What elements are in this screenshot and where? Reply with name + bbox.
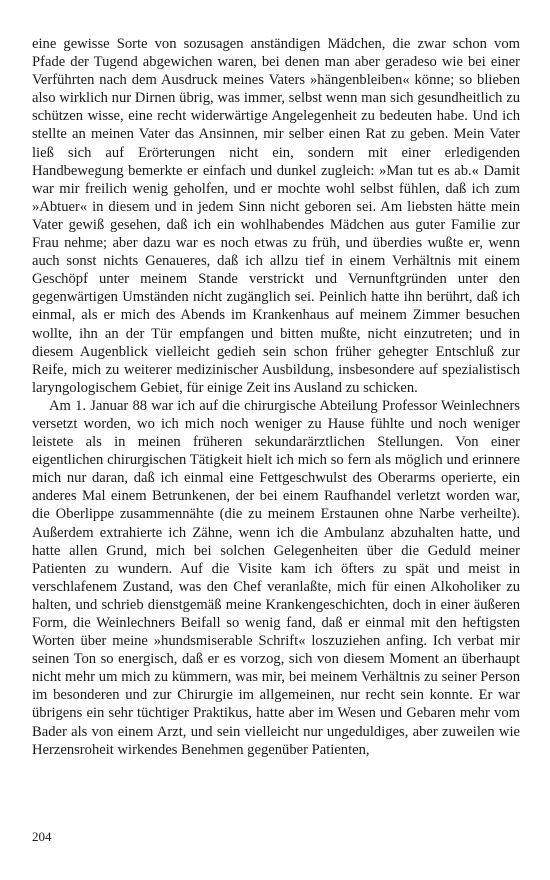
paragraph-2: Am 1. Januar 88 war ich auf die chirurgische Abteilung Professor Weinlechners versetzt worden, wo ich mich noch weniger zu Hause fühlte und noch weniger leistete als in meinen früheren sekundarärztlichen Stellungen. Von einer eigentlichen chirurgischen Tätigkeit hielt ich mich so fern als möglich und erinnere mich nur daran, daß ich einmal eine Fettgeschwulst des Oberarms operierte, ein anderes Mal einem Betrunkenen, der bei einem Raufhandel verletzt worden war, die Oberlippe zusammennähte (die zu meinem Erstaunen ohne Narbe verheilte). Außerdem extrahierte ich Zähne, wenn ich die Ambulanz abzuhalten hatte, und hatte allen Grund, mich bei solchen Gelegenheiten über die Geduld meiner Patienten zu wundern. Auf die Visite kam ich öfters zu spät und meist in verschlafenem Zustand, was den Chef veranlaßte, mich für einen Alkoholiker zu halten, und schrieb dienstgemäß meine Krankengeschichten, doch in einer äußeren Form, die Weinlechners Beifall so wenig fand, daß er einmal mit den heftigsten Worten über meine »hundsmiserable Schrift« loszuziehen anfing. Ich verbat mir seinen Ton so energisch, daß er es vorzog, sich von diesem Moment an überhaupt nicht mehr um mich zu kümmern, was mir, bei meinem Verhältnis zu seiner Person im besonderen und zur Chirurgie im allgemeinen, nur recht sein konnte. Er war übrigens ein sehr tüchtiger Praktikus, hatte aber im Wesen und Gebaren mehr vom Bader als von einem Arzt, und sein vielleicht nur ungeduldiges, aber zuweilen wie Herzensroheit wirkendes Benehmen gegenüber Patienten, xyxy=(32,397,520,758)
page-number: 204 xyxy=(32,829,52,844)
paragraph-1: eine gewisse Sorte von sozusagen anständigen Mädchen, die zwar schon vom Pfade der Tugend abgewichen waren, bei denen man aber geradeso wie bei einer Verführten nach dem Ausdruck meines Vaters »hängenbleiben« könne; so blieben also wirklich nur Dirnen übrig, was immer, selbst wenn man sich gesundheitlich zu schützen wisse, eine recht widerwärtige Angelegenheit zu bedeuten habe. Und ich stellte an meinen Vater das Ansinnen, mir selber einen Rat zu geben. Mein Vater ließ sich auf Erörterungen nicht ein, sondern mit einer erledigenden Handbewegung bemerkte er einfach und dunkel zugleich: »Man tut es ab.« Damit war mir freilich wenig geholfen, und er mochte wohl selbst fühlen, daß ich zum »Abtuer« in diesem und in jedem Sinn nicht geboren sei. Am liebsten hätte mein Vater gewiß gesehen, daß ich ein wohlhabendes Mädchen aus guter Familie zur Frau nehme; aber dazu war es noch etwas zu früh, und überdies wußte er, wenn auch sonst nichts Genaueres, daß ich allzu tief in einem Verhältnis mit einem Geschöpf unter meinem Stande verstrickt und Vernunftgründen unter den gegenwärtigen Umständen nicht zugänglich sei. Peinlich hatte ihn berührt, daß ich einmal, als er mich des Abends im Krankenhaus auf meinem Zimmer besuchen wollte, ihn an der Tür empfangen und bitten mußte, nicht einzutreten; und in diesem Augenblick vielleicht gedieh sein schon früher gehegter Entschluß zur Reife, mich zu weiterer medizinischer Ausbildung, insbesondere auf spezialistisch laryngologischem Gebiet, für einige Zeit ins Ausland zu schicken. xyxy=(32,36,520,396)
book-page-text xyxy=(32,35,520,759)
